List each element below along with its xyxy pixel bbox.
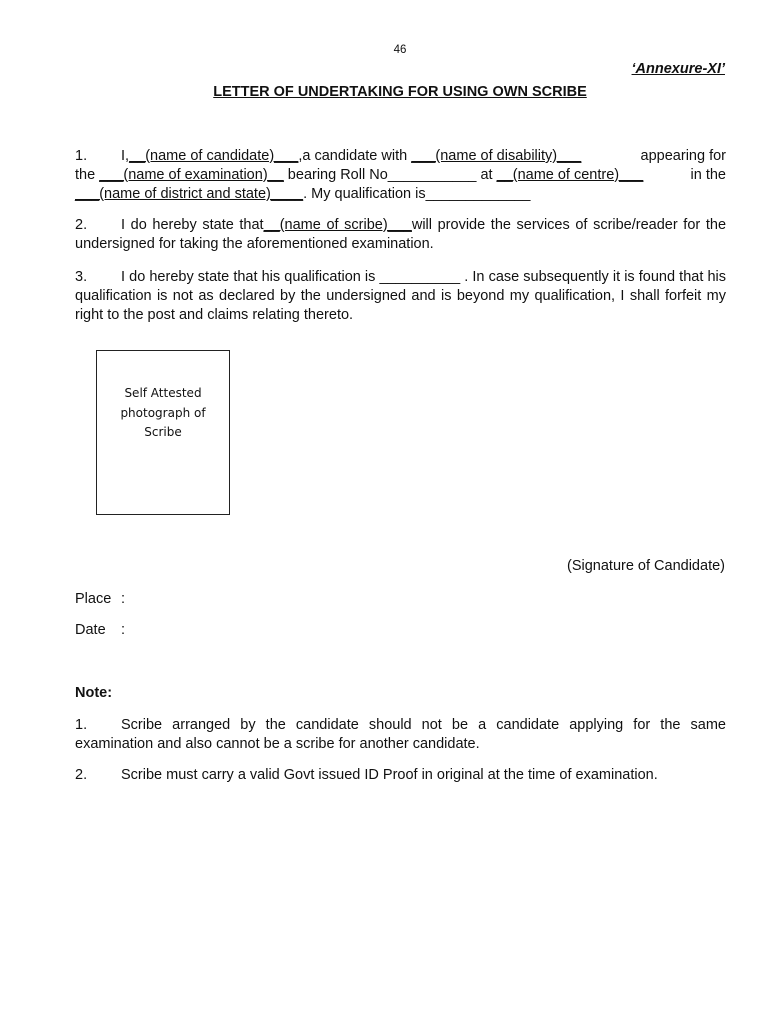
place-label: Place	[75, 591, 112, 607]
name-of-examination-blank: ___(name of examination)__	[99, 167, 284, 183]
page-title: LETTER OF UNDERTAKING FOR USING OWN SCRIBE	[213, 84, 587, 100]
note-number: 2.	[75, 767, 88, 783]
paragraph-1-line-1: 1. I,__(name of candidate)___,a candidate with ___(name of disability)___	[75, 148, 582, 164]
paragraph-1: 1. I,__(name of candidate)___,a candidate with ___(name of disability)___ appearing for the ___(name of examination)__ bearing Roll No___________ at __(name of centre)___ in the ___(name of district and state)____. My qualification is_____________	[75, 148, 726, 202]
place-field: Place :	[75, 591, 126, 607]
date-field: Date :	[75, 622, 126, 638]
date-label: Date	[75, 622, 106, 638]
name-of-candidate-blank: __(name of candidate)___	[129, 148, 299, 164]
name-of-disability-blank: ___(name of disability)___	[411, 148, 582, 164]
annexure-label: ‘Annexure-XI’	[631, 61, 725, 77]
name-of-scribe-blank: __(name of scribe)___	[263, 217, 412, 233]
paragraph-number: 2.	[75, 217, 88, 233]
photograph-box-label: Self Attested photograph of Scribe	[120, 386, 206, 439]
district-state-blank: ___(name of district and state)____	[75, 186, 304, 202]
signature-of-candidate: (Signature of Candidate)	[567, 558, 725, 574]
name-of-centre-blank: __(name of centre)___	[496, 167, 644, 183]
paragraph-2: 2. I do hereby state that__(name of scribe)___will provide the services of scribe/reader for the undersigned for taking the aforementioned examination.	[75, 217, 727, 252]
note-number: 1.	[75, 717, 88, 733]
page-number: 46	[393, 44, 407, 56]
paragraph-1-line-3: ___(name of district and state)____. My qualification is_____________	[75, 186, 531, 202]
photograph-box	[96, 350, 230, 515]
note-item-2: 2. Scribe must carry a valid Govt issued ID Proof in original at the time of examination.	[75, 767, 658, 783]
paragraph-number: 1.	[75, 148, 88, 164]
note-item-1: 1. Scribe arranged by the candidate should not be a candidate applying for the same examination and also cannot be a scribe for another candidate.	[75, 717, 726, 752]
paragraph-1-line-2: the ___(name of examination)__ bearing Roll No___________ at __(name of centre)___	[75, 167, 644, 183]
paragraph-number: 3.	[75, 269, 88, 285]
paragraph-3: 3. I do hereby state that his qualification is __________ . In case subsequently it is found that his qualification is not as declared by the undersigned and is beyond my qualification, I shall forfeit my right to the post and claims relating thereto.	[75, 269, 726, 323]
note-heading: Note:	[75, 685, 113, 701]
